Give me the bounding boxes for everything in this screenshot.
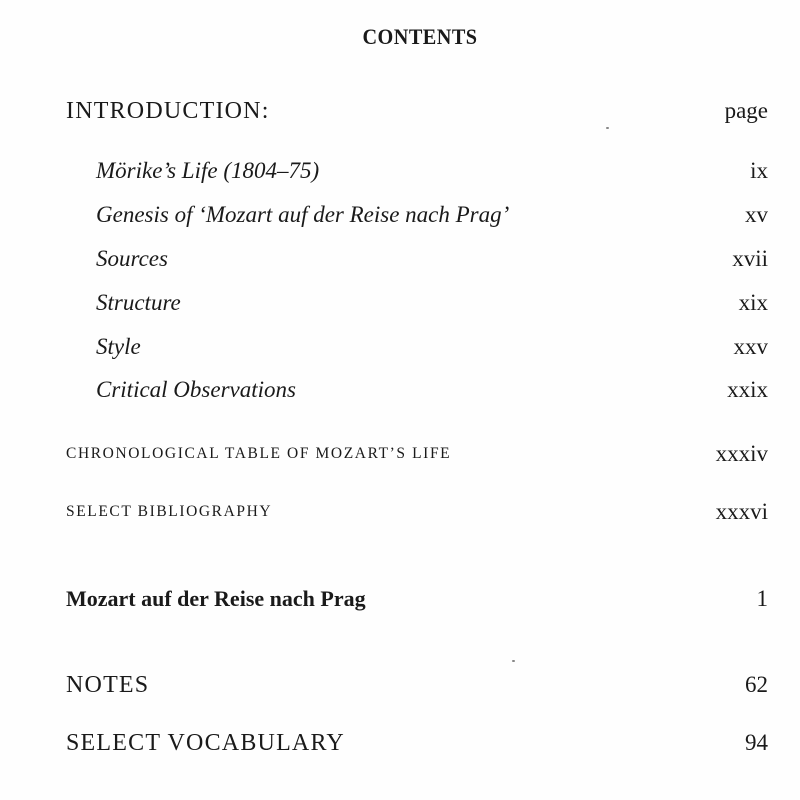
toc-entry-label: Sources	[96, 246, 168, 271]
toc-entry-page: xxxvi	[715, 499, 768, 524]
toc-entry-chronological-table[interactable]	[0, 441, 800, 481]
toc-entry-bibliography[interactable]	[0, 499, 800, 539]
toc-entry[interactable]	[0, 334, 800, 374]
toc-entry-page: xix	[738, 290, 768, 315]
introduction-heading-row	[0, 98, 800, 138]
page-title: CONTENTS	[362, 24, 478, 49]
toc-entry-page: 1	[756, 586, 768, 611]
toc-entry-label: Mozart auf der Reise nach Prag	[66, 586, 366, 611]
toc-entry[interactable]	[0, 377, 800, 417]
page-column-heading: page	[724, 98, 768, 123]
toc-entry[interactable]	[0, 290, 800, 330]
toc-entry[interactable]	[0, 202, 800, 242]
toc-entry-label: Genesis of ‘Mozart auf der Reise nach Prag’	[96, 202, 510, 227]
toc-entry-page: xxxiv	[715, 441, 768, 466]
paper-speck	[606, 127, 609, 129]
toc-entry-notes[interactable]	[0, 672, 800, 712]
toc-entry-main-text[interactable]	[0, 586, 800, 626]
toc-entry-vocabulary[interactable]	[0, 730, 800, 770]
introduction-heading: INTRODUCTION:	[66, 98, 270, 124]
toc-entry-page: xxix	[727, 377, 768, 402]
toc-entry-label: Mörike’s Life (1804–75)	[96, 158, 320, 183]
toc-entry-label: CHRONOLOGICAL TABLE OF MOZART’S LIFE	[66, 445, 452, 462]
toc-entry[interactable]	[0, 246, 800, 286]
toc-entry-label: NOTES	[66, 672, 150, 698]
toc-entry-page: xvii	[732, 246, 768, 271]
toc-entry-label: Critical Observations	[96, 377, 296, 402]
paper-speck	[512, 660, 515, 662]
toc-entry-page: xv	[745, 202, 768, 227]
toc-entry-label: SELECT VOCABULARY	[66, 730, 345, 756]
toc-entry-page: xxv	[733, 334, 768, 359]
toc-entry[interactable]	[0, 158, 800, 198]
toc-entry-label: Structure	[96, 290, 181, 315]
toc-entry-page: 62	[745, 672, 768, 697]
toc-entry-label: Style	[96, 334, 141, 359]
toc-entry-page: 94	[745, 730, 768, 755]
toc-entry-page: ix	[750, 158, 768, 183]
toc-entry-label: SELECT BIBLIOGRAPHY	[66, 503, 273, 520]
